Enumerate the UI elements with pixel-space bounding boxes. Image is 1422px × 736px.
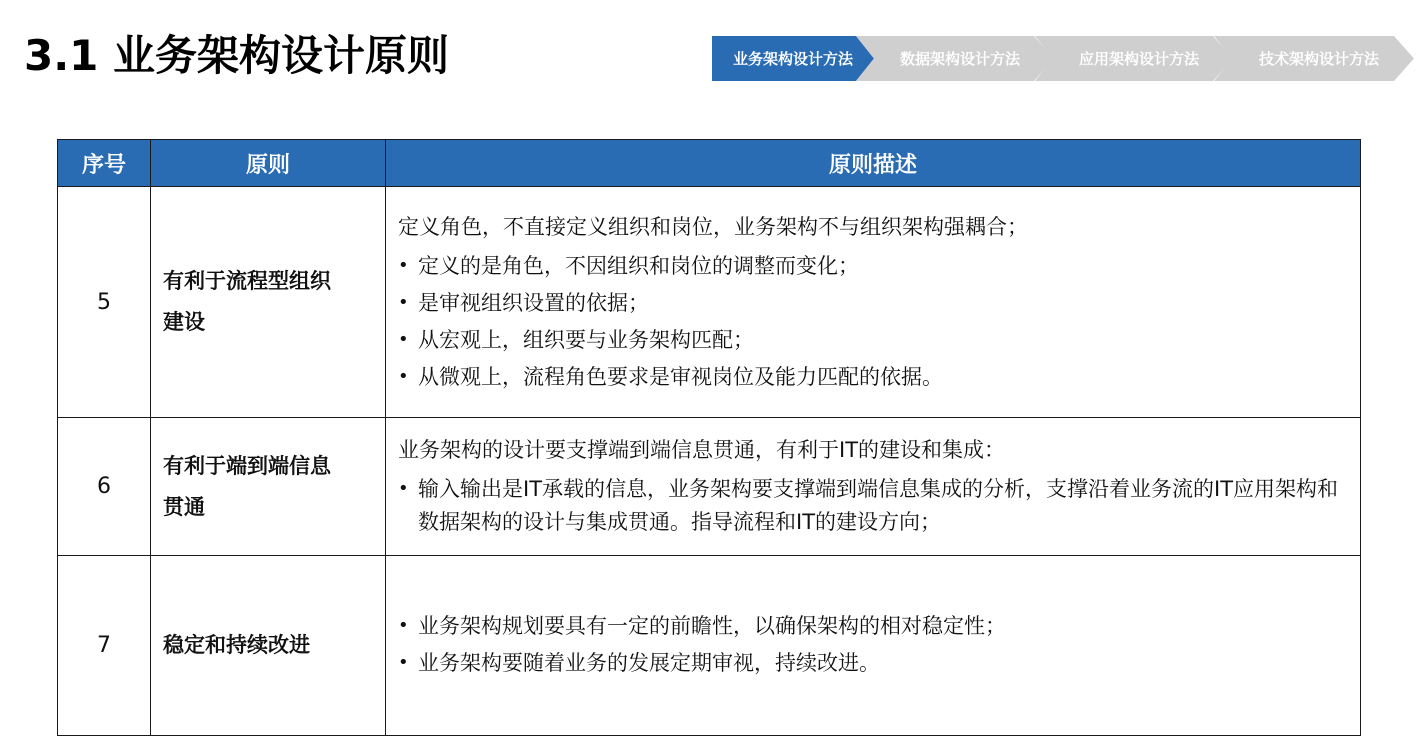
row-number: 6	[58, 418, 151, 556]
row-number: 5	[58, 187, 151, 418]
step-label: 应用架构设计方法	[1078, 50, 1199, 68]
bullet-item: • 业务架构规划要具有一定的前瞻性，以确保架构的相对稳定性；	[398, 610, 1348, 643]
principle-name	[151, 418, 386, 556]
principle-name	[151, 187, 386, 418]
principle-line: 稳定和持续改进	[163, 633, 310, 657]
bullet-item: • 从宏观上，组织要与业务架构匹配；	[398, 324, 1348, 357]
principle-line: 建设	[163, 310, 205, 334]
step-data-architecture[interactable]	[856, 36, 1054, 81]
principle-line: 有利于流程型组织	[163, 269, 331, 293]
principle-description	[386, 187, 1361, 418]
step-business-architecture[interactable]	[712, 36, 874, 81]
table-row	[58, 418, 1361, 556]
header-num: 序号	[58, 140, 151, 187]
page-title: 3.1 业务架构设计原则	[24, 31, 450, 80]
step-technology-architecture[interactable]	[1214, 36, 1414, 81]
bullet-item: • 业务架构要随着业务的发展定期审视，持续改进。	[398, 647, 1348, 680]
principle-description	[386, 556, 1361, 736]
principle-description	[386, 418, 1361, 556]
step-label: 业务架构设计方法	[732, 50, 853, 68]
header-principle: 原则	[151, 140, 386, 187]
description-bullets	[398, 473, 1348, 539]
table-row	[58, 556, 1361, 736]
description-intro: 定义角色，不直接定义组织和岗位，业务架构不与组织架构强耦合；	[398, 214, 1028, 239]
description-bullets	[398, 610, 1348, 680]
header-description: 原则描述	[386, 140, 1361, 187]
process-steps	[712, 36, 1414, 81]
bullet-item: • 从微观上，流程角色要求是审视岗位及能力匹配的依据。	[398, 361, 1348, 394]
principle-line: 贯通	[163, 494, 205, 519]
principle-name	[151, 556, 386, 736]
principle-line: 有利于端到端信息	[163, 453, 331, 478]
bullet-item: • 是审视组织设置的依据；	[398, 287, 1348, 320]
table-row	[58, 187, 1361, 418]
step-label: 技术架构设计方法	[1258, 50, 1379, 68]
row-number: 7	[58, 556, 151, 736]
table-header-row	[58, 140, 1361, 187]
step-label: 数据架构设计方法	[899, 50, 1020, 68]
bullet-item: • 定义的是角色，不因组织和岗位的调整而变化；	[398, 250, 1348, 283]
step-application-architecture[interactable]	[1035, 36, 1233, 81]
description-intro: 业务架构的设计要支撑端到端信息贯通，有利于IT的建设和集成：	[398, 438, 1006, 462]
description-bullets	[398, 250, 1348, 394]
principles-table	[57, 139, 1361, 736]
bullet-item: • 输入输出是IT承载的信息，业务架构要支撑端到端信息集成的分析，支撑沿着业务流的IT应用架构和数据架构的设计与集成贯通。指导流程和IT的建设方向；	[398, 473, 1348, 539]
